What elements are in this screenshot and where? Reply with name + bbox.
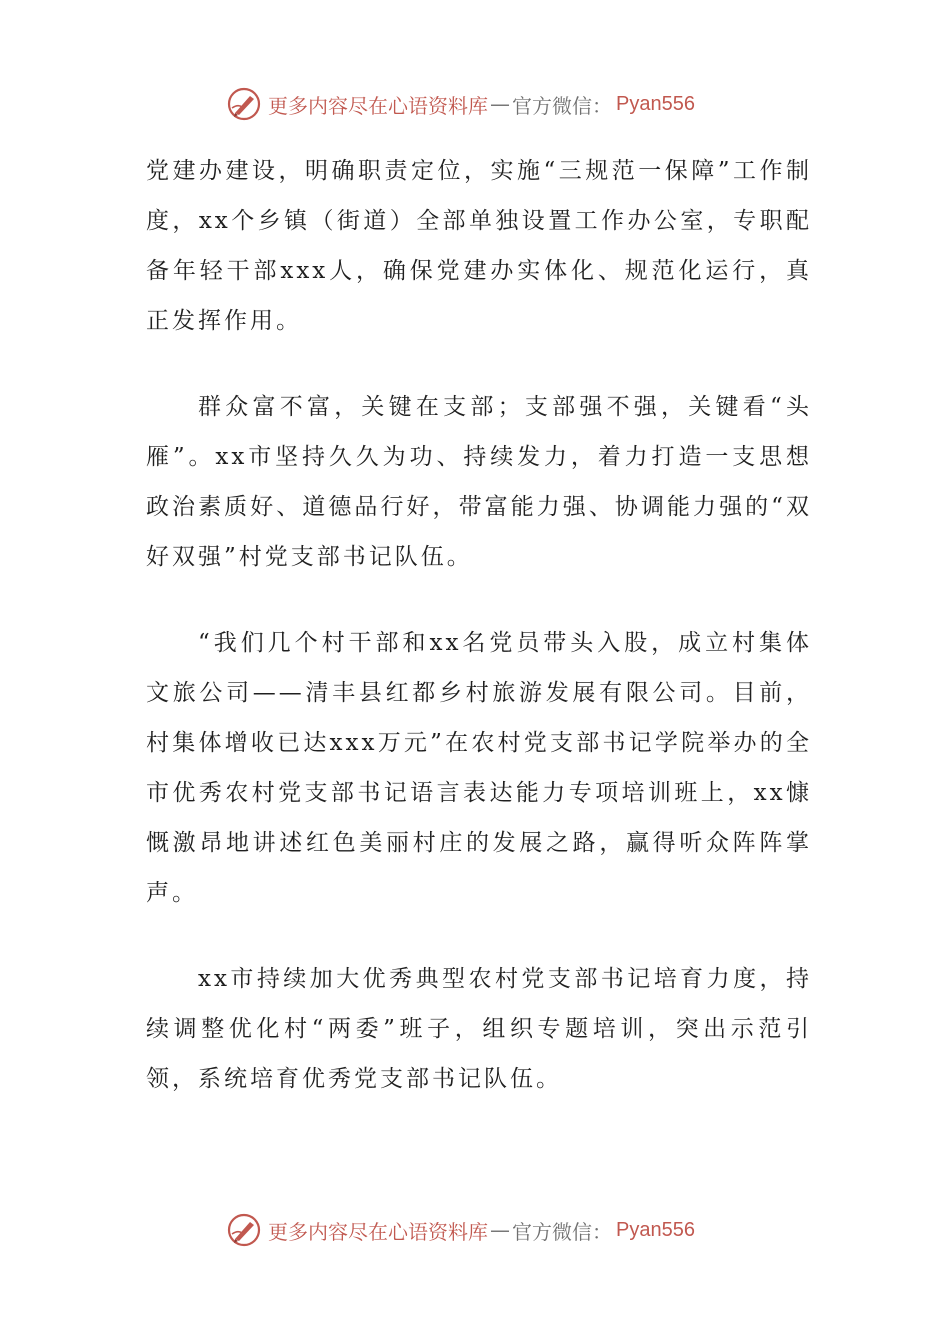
paragraph-4: xx市持续加大优秀典型农村党支部书记培育力度，持续调整优化村“两委”班子，组织专题培训，突出示范引领，系统培育优秀党支部书记队伍。 — [146, 966, 812, 1092]
banner-site-name: 更多内容尽在心语资料库 — [268, 93, 488, 118]
banner-wechat-label: 官方微信： — [512, 1219, 612, 1244]
banner-dash: — — [490, 92, 510, 116]
paragraph-2: 群众富不富，关键在支部；支部强不强，关键看“头雁”。xx市坚持久久为功、持续发力，着力打造一支思想政治素质好、道德品行好，带富能力强、协调能力强的“双好双强”村党支部书记队伍。 — [146, 394, 812, 570]
banner-wechat-id: Pyan556 — [616, 92, 695, 115]
pen-logo-icon — [226, 1212, 262, 1248]
pen-logo-icon — [226, 86, 262, 122]
paragraph-1: 党建办建设，明确职责定位，实施“三规范一保障”工作制度，xx个乡镇（街道）全部单独设置工作办公室，专职配备年轻干部xxx人，确保党建办实体化、规范化运行，真正发挥作用。 — [146, 158, 812, 334]
paragraph-3: “我们几个村干部和xx名党员带头入股，成立村集体文旅公司——清丰县红都乡村旅游发展有限公司。目前，村集体增收已达xxx万元”在农村党支部书记学院举办的全市优秀农村党支部书记语言表达能力专项培训班上，xx慷慨激昂地讲述红色美丽村庄的发展之路，赢得听众阵阵掌声。 — [146, 630, 812, 906]
document-body — [146, 146, 812, 1140]
banner-site-name: 更多内容尽在心语资料库 — [268, 1219, 488, 1244]
footer-banner — [226, 1210, 695, 1250]
banner-wechat-id: Pyan556 — [616, 1218, 695, 1241]
banner-dash: — — [490, 1218, 510, 1242]
header-banner — [226, 84, 695, 124]
banner-wechat-label: 官方微信： — [512, 93, 612, 118]
